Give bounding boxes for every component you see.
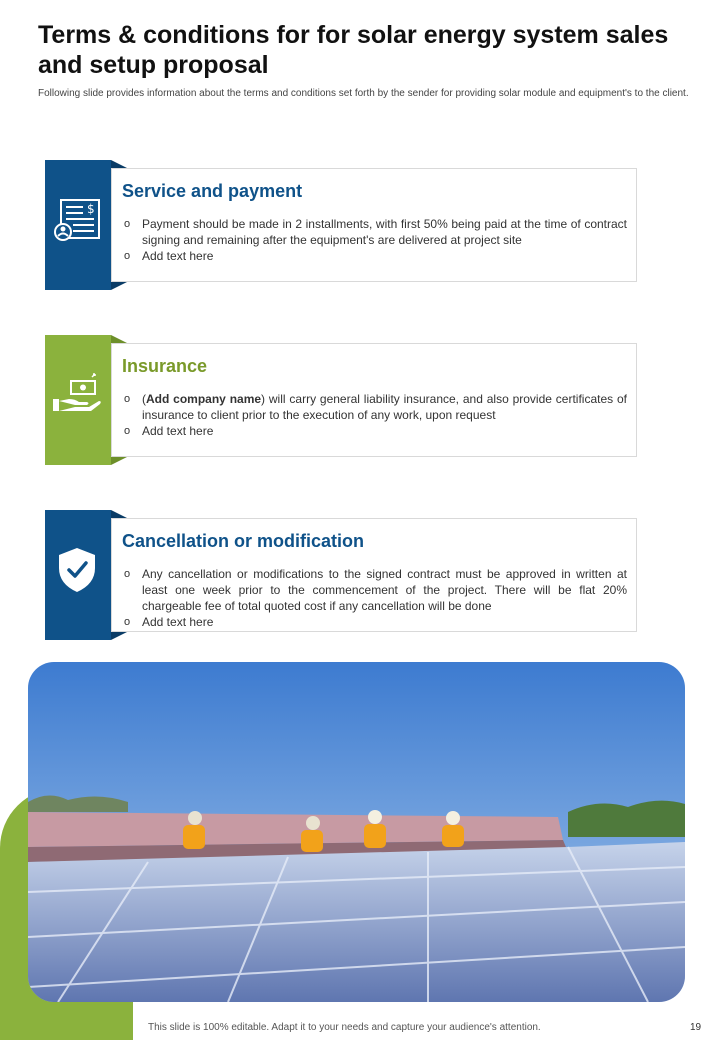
bullet-item: o Add text here: [122, 614, 627, 630]
bullet-list: [122, 391, 627, 439]
card-cancellation: [45, 518, 636, 632]
card-service-payment: [45, 168, 636, 282]
bullet-list: [122, 216, 627, 264]
hand-money-icon: [51, 369, 103, 421]
card-panel: [111, 518, 637, 632]
card-title: Cancellation or modification: [122, 531, 365, 551]
bullet-item: o Any cancellation or modifications to the signed contract must be approved in written at least one week prior to the commencement of the project. There will be flat 20% chargeable fee of total quoted cost if any cancellation will be done: [122, 566, 627, 614]
company-name-placeholder: Add company name: [146, 392, 262, 406]
card-tab: [45, 510, 111, 640]
card-title: Insurance: [122, 356, 208, 376]
svg-text:$: $: [87, 202, 95, 216]
page-subtitle: Following slide provides information about the terms and conditions set forth by the sender for providing solar module and equipment's to the client.: [38, 88, 689, 99]
shield-check-icon: [51, 544, 103, 596]
bullet-item: o (Add company name) will carry general liability insurance, and also provide certificates of insurance to client prior to the execution of any work, upon request: [122, 391, 627, 423]
card-tab: [45, 160, 111, 290]
card-panel: [111, 168, 637, 282]
invoice-document-icon: [51, 194, 103, 246]
bullet-item: o Add text here: [122, 423, 627, 439]
bullet-item: o Add text here: [122, 248, 627, 264]
card-insurance: [45, 343, 636, 457]
bullet-item: o Payment should be made in 2 installments, with first 50% being paid at the time of contract signing and remaining after the equipment's are delivered at project site: [122, 216, 627, 248]
card-panel: [111, 343, 637, 457]
solar-panel-workers-photo: [28, 662, 685, 1002]
page-title: Terms & conditions for for solar energy system sales and setup proposal: [38, 21, 669, 79]
bullet-list: [122, 566, 627, 630]
footer-note: This slide is 100% editable. Adapt it to your needs and capture your audience's attention.: [148, 1022, 541, 1033]
card-tab: [45, 335, 111, 465]
page-number: 19: [690, 1022, 702, 1033]
card-title: Service and payment: [122, 181, 303, 201]
